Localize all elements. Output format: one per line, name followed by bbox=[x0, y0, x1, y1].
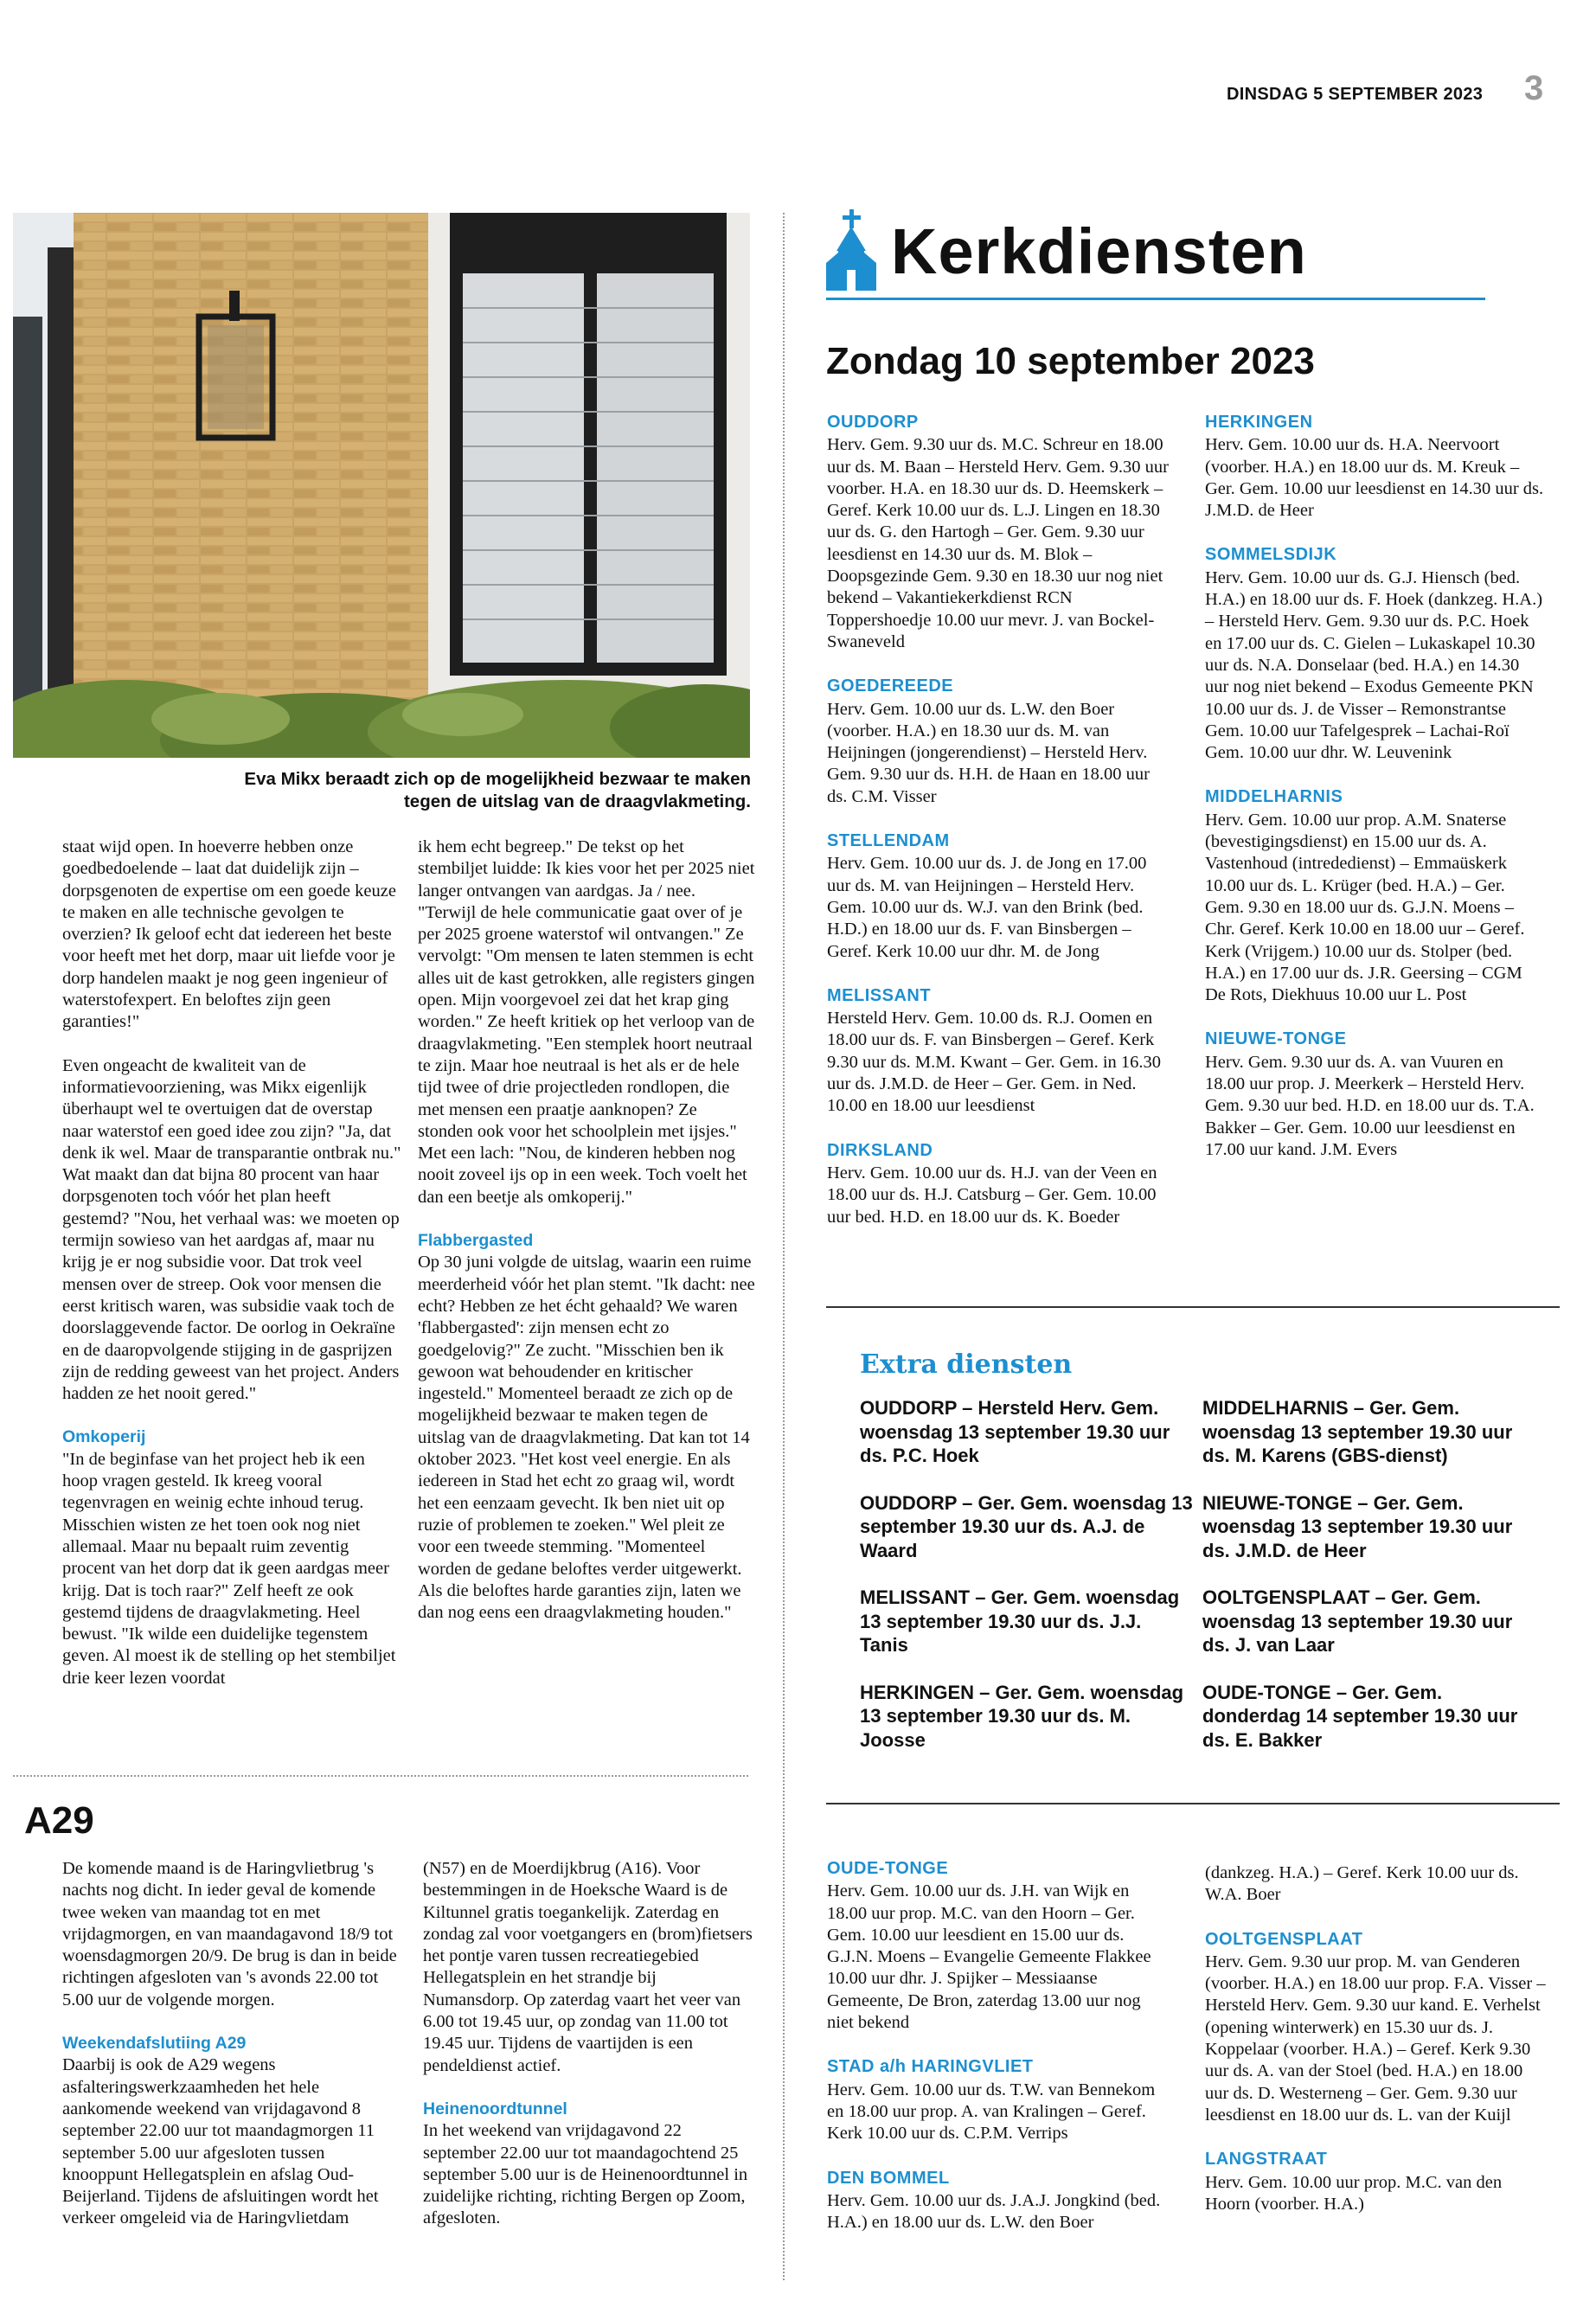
kerk-text: Herv. Gem. 10.00 uur ds. H.J. van der Veen en 18.00 uur ds. H.J. Catsburg – Ger. Gem. 10.00 uur bed. H.D. en 18.00 uur ds. K. Boeder bbox=[827, 1163, 1157, 1227]
a29-paragraph: Daarbij is ook de A29 wegens asfalteringswerkzaamheden het hele aankomende weekend van vrijdagavond 8 september 22.00 uur tot maandagmorgen 11 september 5.00 uur afgesloten tussen knooppunt Hellegatsplein en afslag Oud-Beijerland. Tijdens de afsluitingen wordt het verkeer omgeleid via de Haringvlietdam bbox=[62, 2055, 379, 2228]
kerk-text: Herv. Gem. 10.00 uur ds. J.A.J. Jongkind (bed. H.A.) en 18.00 uur ds. L.W. den Boer bbox=[827, 2190, 1161, 2233]
kerk-col-2 bbox=[1205, 412, 1547, 1183]
divider bbox=[783, 213, 785, 2280]
kerk-entry bbox=[827, 2168, 1169, 2234]
a29-paragraph: De komende maand is de Haringvlietbrug 's nachts nog dicht. In ieder geval de komende twee weken van maandag tot en met vrijdagmorgen, en van maandagavond 18/9 tot woensdagmorgen 20/9. De brug is dan in beide richtingen afgesloten van 's avonds 22.00 tot 5.00 uur de volgende morgen. bbox=[62, 1859, 397, 2009]
place-name: SOMMELSDIJK bbox=[1205, 545, 1337, 565]
article-paragraph: ik hem echt begreep." De tekst op het stembiljet luidde: Ik kies voor het per 2025 niet langer ontvangen van aardgas. Ja / nee. "Terwijl de hele communicatie gaat over of je per 2025 groene waterstof wil ontvangen." Ze vervolgt: "Om mensen te laten stemmen is echt alles uit de kast getrokken, alle registers gingen open. Mijn voorgevoel zei dat het krap ging worden." Ze heeft kritiek op het verloop van de draagvlakmeting. "Een stemplek hoort neutraal te zijn. Maar hoe neutraal is het als er de hele tijd twee of drie projectleden rondlopen, die met mensen een praatje aanknopen? Ze stonden ook voor het schoolplein met ijsjes." Met een lach: "Nou, de kinderen hebben nog nooit zoveel ijs op in een week. Toch voelt het dan een beetje als omkoperij." bbox=[418, 837, 755, 1207]
kerk-text: (dankzeg. H.A.) – Geref. Kerk 10.00 uur ds. W.A. Boer bbox=[1205, 1863, 1519, 1905]
kerk-entry bbox=[827, 2056, 1169, 2144]
article-paragraph: staat wijd open. In hoeverre hebben onze goedbedoelende – laat dat duidelijk zijn – dorpsgenoten de expertise om een goede keuze te maken en alle technische gevolgen te overzien? Ik geloof echt dat iedereen het beste voor heeft met het dorp, maar uit liefde voor je dorp handelen maakt je nog geen ingenieur of waterstofexpert. En beloftes zijn geen garanties!" bbox=[62, 837, 396, 1032]
kerk-text: Herv. Gem. 10.00 uur ds. J.H. van Wijk en 18.00 uur prop. M.C. van den Hoorn – Ger. Gem. 10.00 uur leesdient en 15.00 uur ds. G.J.N. Moens – Evangelie Gemeente Flakkee 10.00 uur dhr. J. Spijker – Messiaanse Gemeente, De Bron, zaterdag 13.00 uur nog niet bekend bbox=[827, 1881, 1151, 2033]
subhead-flabbergasted: Flabbergasted bbox=[418, 1231, 534, 1251]
kerk2-col-2 bbox=[1205, 1862, 1547, 2238]
extra-title: Extra diensten bbox=[860, 1349, 1073, 1380]
article-paragraph: Op 30 juni volgde de uitslag, waarin een ruime meerderheid vóór het plan stemt. "Ik dacht: nee echt? Hebben ze het écht gehaald? We waren 'flabbergasted': zijn mensen echt zo goedgelovig?" Ze zucht. "Misschien ben ik gewoon wat behoudender en kritischer ingesteld." Momenteel beraadt ze zich op de mogelijkheid bezwaar te maken tegen de uitslag van de draagvlakmeting. Dat kan tot 14 oktober 2023. "Het kost veel energie. En als iedereen in Stad het echt zo graag wil, wordt het een eenzaam gevecht. Ik ben niet uit op ruzie of problemen te zoeken." Wel pleit ze voor een tweede stemming. "Momenteel worden de gedane beloftes verder uitgewerkt. Als die beloftes harde garanties zijn, laten we dan nog eens een draagvlakmeting houden." bbox=[418, 1253, 755, 1623]
place-name: MELISSANT bbox=[827, 985, 932, 1005]
place-name: HERKINGEN bbox=[1205, 413, 1313, 432]
extra-col-2 bbox=[1202, 1396, 1540, 1775]
kerk2-col-1 bbox=[827, 1858, 1169, 2256]
kerk-text: Herv. Gem. 10.00 uur ds. H.A. Neervoort (voorber. H.A.) en 18.00 uur ds. M. Kreuk – Ger. Gem. 10.00 uur leesdienst en 14.30 uur ds. J.M.D. de Heer bbox=[1205, 435, 1544, 521]
kerk-text: Herv. Gem. 10.00 uur ds. T.W. van Bennekom en 18.00 uur prop. A. van Kralingen – Geref. Kerk 10.00 uur ds. C.P.M. Verrips bbox=[827, 2080, 1156, 2144]
place-name: GOEDEREEDE bbox=[827, 676, 954, 696]
extra-item: OUDE-TONGE – Ger. Gem. donderdag 14 september 19.30 uur ds. E. Bakker bbox=[1202, 1681, 1518, 1751]
a29-col-2 bbox=[423, 1858, 755, 2230]
kerk-entry bbox=[1205, 1029, 1547, 1161]
extra-bottom-rule bbox=[826, 1803, 1560, 1804]
kerk-entry bbox=[1205, 786, 1547, 1006]
place-name: OUDDORP bbox=[827, 413, 919, 432]
article-paragraph: Even ongeacht de kwaliteit van de informatievoorziening, was Mikx eigenlijk überhaupt wel te overtuigen dat de overstap naar waterstof een goed idee zou zijn? "Ja, dat denk ik wel. Maar de transparantie ontbrak nu." Wat maakt dan dat bijna 80 procent van haar dorpsgenoten toch vóór het plan heeft gestemd? "Nou, het verhaal was: we moeten op termijn sowieso van het aardgas af, maar nu krijg je er nog subsidie voor. Dat trok veel mensen over de streep. Ook voor mensen die eerst kritisch waren, was subsidie vaak toch de doorslaggevende factor. De oorlog in Oekraïne en de daaropvolgende stijging in de gasprijzen zijn de redding geweest van het project. Anders hadden ze het nooit gered." bbox=[62, 1055, 401, 1404]
photo-caption: Eva Mikx beraadt zich op de mogelijkheid bezwaar te maken tegen de uitslag van de draagvlakmeting. bbox=[244, 769, 751, 811]
kerk-entry bbox=[827, 1858, 1169, 2034]
extra-item: NIEUWE-TONGE – Ger. Gem. woensdag 13 september 19.30 uur ds. J.M.D. de Heer bbox=[1202, 1491, 1513, 1561]
kerk-entry bbox=[1205, 544, 1547, 764]
kerk-title: Kerkdiensten bbox=[891, 215, 1307, 287]
extra-item: HERKINGEN – Ger. Gem. woensdag 13 september 19.30 uur ds. M. Joosse bbox=[860, 1681, 1184, 1751]
a29-paragraph: In het weekend van vrijdagavond 22 september 22.00 uur tot maandagochtend 25 september 5.00 uur is de Heinenoordtunnel in zuidelijke richting, richting Bergen op Zoom, afgesloten. bbox=[423, 2121, 748, 2228]
place-name: STELLENDAM bbox=[827, 831, 950, 851]
kerk-text: Herv. Gem. 9.30 uur ds. A. van Vuuren en 18.00 uur prop. J. Meerkerk – Hersteld Herv. Gem. 9.30 uur bed. H.D. en 18.00 uur ds. T.A. Bakker – Ger. Gem. 10.00 uur leesdienst en 17.00 uur kand. J.M. Evers bbox=[1205, 1052, 1535, 1159]
page-date: DINSDAG 5 SEPTEMBER 2023 bbox=[1227, 85, 1484, 104]
kerk-text: Herv. Gem. 10.00 uur prop. M.C. van den Hoorn (voorber. H.A.) bbox=[1205, 2172, 1503, 2214]
extra-item: OOLTGENSPLAAT – Ger. Gem. woensdag 13 september 19.30 uur ds. J. van Laar bbox=[1202, 1586, 1513, 1656]
place-name: DIRKSLAND bbox=[827, 1140, 933, 1160]
kerk-text: Hersteld Herv. Gem. 10.00 ds. R.J. Oomen en 18.00 uur ds. F. van Binsbergen – Geref. Kerk 9.30 uur ds. M.M. Kwant – Ger. Gem. in 16.30 uur ds. J.M.D. de Heer – Ger. Gem. in Ned. 10.00 en 18.00 uur leesdienst bbox=[827, 1009, 1162, 1116]
kerk-entry bbox=[827, 412, 1169, 653]
kerk-entry bbox=[827, 1140, 1169, 1228]
place-name: NIEUWE-TONGE bbox=[1205, 1029, 1347, 1049]
subhead-heinenoordtunnel: Heinenoordtunnel bbox=[423, 2099, 567, 2118]
church-icon bbox=[826, 209, 876, 296]
kerk-entry bbox=[1205, 1929, 1547, 2127]
a29-title: A29 bbox=[24, 1799, 94, 1842]
extra-top-rule bbox=[826, 1306, 1560, 1308]
place-name: DEN BOMMEL bbox=[827, 2168, 950, 2188]
subhead-weekendafsluiting: Weekendafslutiing A29 bbox=[62, 2034, 247, 2054]
title-rule bbox=[826, 298, 1485, 300]
kerk-text: Herv. Gem. 9.30 uur prop. M. van Genderen (voorber. H.A.) en 18.00 uur prop. F.A. Visser – Hersteld Herv. Gem. 9.30 uur kand. E. Verhelst (opening winterwerk) en 15.30 uur ds. J. Koppelaar (voorber. H.A.) – Geref. Kerk 9.30 uur ds. A. van der Stoel (bed. H.A.) en 18.00 uur ds. D. Westerneng – Ger. Gem. 9.30 uur leesdienst en 18.00 uur ds. L. van der Kuijl bbox=[1205, 1952, 1546, 2125]
extra-item: OUDDORP – Ger. Gem. woensdag 13 september 19.30 uur ds. A.J. de Waard bbox=[860, 1491, 1193, 1561]
kerk-text: Herv. Gem. 9.30 uur ds. M.C. Schreur en 18.00 uur ds. M. Baan – Hersteld Herv. Gem. 9.30 uur voorber. H.A. en 18.30 uur ds. D. Heemskerk – Geref. Kerk 10.00 uur ds. L.J. Lingen en 18.30 uur ds. G. den Hartogh – Ger. Gem. 9.30 uur leesdienst en 14.30 uur ds. M. Blok – Doopsgezinde Gem. 9.30 en 18.30 uur nog niet bekend – Vakantiekerkdienst RCN Toppershoedje 10.00 uur mevr. J. van Bockel-Swaneveld bbox=[827, 435, 1169, 651]
kerk-text: Herv. Gem. 10.00 uur ds. L.W. den Boer (voorber. H.A.) en 18.30 uur ds. M. van Heijningen (jongerendienst) – Hersteld Herv. Gem. 9.30 uur ds. H.H. de Haan en 18.00 uur ds. C.M. Visser bbox=[827, 699, 1150, 806]
extra-item: OUDDORP – Hersteld Herv. Gem. woensdag 13 september 19.30 uur ds. P.C. Hoek bbox=[860, 1397, 1170, 1466]
place-name: LANGSTRAAT bbox=[1205, 2150, 1328, 2170]
page-number: 3 bbox=[1524, 69, 1544, 107]
place-name: OOLTGENSPLAAT bbox=[1205, 1929, 1363, 1949]
kerk-text: Herv. Gem. 10.00 uur prop. A.M. Snaterse (bevestigingsdienst) en 15.00 uur ds. A. Vastenhoud (intrededienst) – Emmaüskerk 10.00 uur ds. L. Krüger (bed. H.A.) – Ger. Gem. 9.30 en 18.00 uur ds. G.J.N. Moens – Chr. Geref. Kerk 10.00 en 18.00 uur – Geref. Kerk (Vrijgem.) 10.00 uur ds. Stolper (bed. H.A.) en 17.00 uur ds. J.R. Geersing – CGM De Rots, Diekhuus 10.00 uur L. Post bbox=[1205, 810, 1525, 1005]
divider bbox=[13, 1775, 748, 1777]
kerk-date-heading: Zondag 10 september 2023 bbox=[826, 340, 1315, 382]
subhead-omkoperij: Omkoperij bbox=[62, 1427, 146, 1447]
extra-item: MELISSANT – Ger. Gem. woensdag 13 september 19.30 uur ds. J.J. Tanis bbox=[860, 1586, 1180, 1656]
article-col-1 bbox=[62, 836, 401, 1689]
kerk-text: Herv. Gem. 10.00 uur ds. G.J. Hiensch (bed. H.A.) en 18.00 uur ds. F. Hoek (dankzeg. H.A.) – Hersteld Herv. Gem. 9.30 uur ds. P.C. Hoek en 17.00 uur ds. C. Gielen – Lukaskapel 10.30 uur ds. N.A. Donselaar (bed. H.A.) en 14.30 uur nog niet bekend – Exodus Gemeente PKN 10.00 uur ds. J. de Visser – Remonstrantse Gem. 10.00 uur Tafelgesprek – Lachai-Roï Gem. 10.00 uur dhr. W. Leuvenink bbox=[1205, 567, 1543, 763]
kerk-entry bbox=[827, 985, 1169, 1118]
kerk-col-1 bbox=[827, 412, 1169, 1251]
article-paragraph: "In de beginfase van het project heb ik een hoop vragen gesteld. Ik kreeg vooral tegenvragen en weinig echte inhoud terug. Misschien wisten ze het toen ook nog niet allemaal. Maar nu bepaalt ruim zeventig procent van het dorp dat ik geen aardgas meer krijg. Dat is toch raar?" Zelf heeft ze ook gestemd tijdens de draagvlakmeting. Heel bewust. "Ik wilde een duidelijke tegenstem geven. Al moest ik de stelling op het stembiljet drie keer lezen voordat bbox=[62, 1449, 396, 1688]
place-name: OUDE-TONGE bbox=[827, 1859, 949, 1878]
extra-col-1 bbox=[860, 1396, 1193, 1775]
kerk-entry bbox=[827, 676, 1169, 808]
kerk-entry bbox=[827, 830, 1169, 963]
place-name: MIDDELHARNIS bbox=[1205, 787, 1343, 807]
article-photo bbox=[13, 213, 750, 758]
a29-paragraph: (N57) en de Moerdijkbrug (A16). Voor bestemmingen in de Hoeksche Waard is de Kiltunnel gratis toegankelijk. Zaterdag en zondag zal voor voetgangers en (brom)fietsers het pontje varen tussen recreatiegebied Hellegatsplein en het strandje bij Numansdorp. Op zaterdag vaart het veer van 6.00 tot 19.45 uur, op zondag van 11.00 tot 19.45 uur. Tijdens de vaartijden is een pendeldienst actief. bbox=[423, 1859, 753, 2075]
kerk-text: Herv. Gem. 10.00 uur ds. J. de Jong en 17.00 uur ds. M. van Heijningen – Hersteld Herv. Gem. 10.00 uur ds. W.J. van den Brink (bed. H.D.) en 18.00 uur ds. F. van Binsbergen – Geref. Kerk 10.00 uur dhr. M. de Jong bbox=[827, 854, 1147, 961]
kerk-entry bbox=[1205, 2149, 1547, 2215]
place-name: STAD a/h HARINGVLIET bbox=[827, 2057, 1034, 2077]
a29-col-1 bbox=[62, 1858, 401, 2230]
extra-item: MIDDELHARNIS – Ger. Gem. woensdag 13 september 19.30 uur ds. M. Karens (GBS-dienst) bbox=[1202, 1397, 1513, 1466]
kerk-entry bbox=[1205, 412, 1547, 522]
article-col-2 bbox=[418, 836, 755, 1624]
